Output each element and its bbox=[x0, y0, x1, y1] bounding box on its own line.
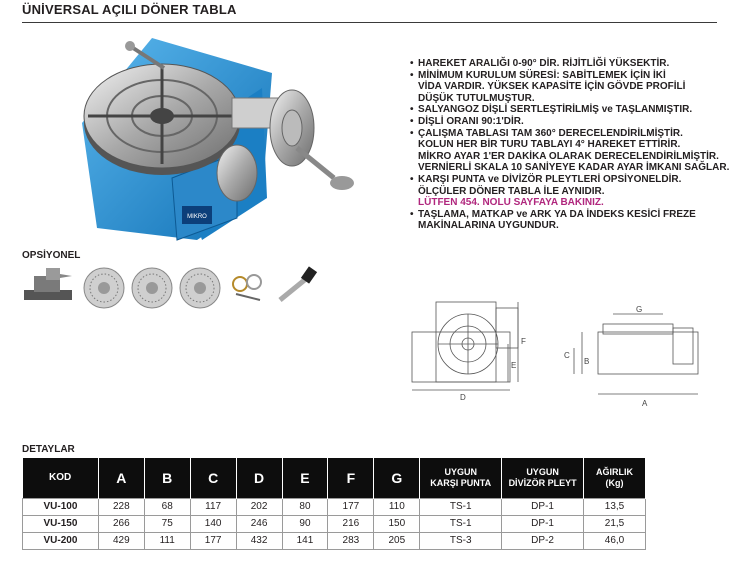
feature-item: • DİŞLİ ORANI 90:1'DİR. bbox=[410, 115, 524, 127]
cell-e: 141 bbox=[282, 532, 328, 549]
col-header-a: A bbox=[98, 458, 144, 498]
dim-label-b: B bbox=[584, 357, 590, 366]
col-header-d: D bbox=[236, 458, 282, 498]
feature-item: VİDA VARDIR. YÜKSEK KAPASİTE İÇİN GÖVDE PROFİLİ bbox=[418, 81, 686, 93]
divider-plate-image bbox=[84, 268, 124, 308]
dimension-drawing bbox=[398, 288, 728, 438]
title-divider bbox=[22, 22, 717, 23]
page-reference-link[interactable]: LÜTFEN 454. NOLU SAYFAYA BAKINIZ. bbox=[418, 197, 604, 209]
cell-f: 283 bbox=[328, 532, 374, 549]
cell-b: 75 bbox=[144, 515, 190, 532]
cell-kod: VU-100 bbox=[23, 498, 99, 515]
feature-item: VERNİERLİ SKALA 10 SANİYEYE KADAR AYAR İMKANI SAĞLAR. bbox=[418, 162, 730, 174]
col-header-g: G bbox=[374, 458, 420, 498]
feature-item: DÜŞÜK TUTULMUŞTUR. bbox=[418, 92, 535, 104]
cell-a: 429 bbox=[98, 532, 144, 549]
rotary-table-image bbox=[22, 28, 362, 250]
cell-agirlik: 46,0 bbox=[584, 532, 646, 549]
cell-divizor-pleyt: DP-1 bbox=[502, 498, 584, 515]
cell-c: 117 bbox=[190, 498, 236, 515]
cell-c: 140 bbox=[190, 515, 236, 532]
feature-item: • ÇALIŞMA TABLASI TAM 360° DERECELENDİRİLMİŞTİR. bbox=[410, 127, 683, 139]
feature-item: MAKİNALARINA UYGUNDUR. bbox=[418, 220, 559, 232]
feature-item: • HAREKET ARALIĞI 0-90° DİR. RİJİTLİĞİ YÜKSEKTİR. bbox=[410, 58, 670, 69]
feature-list bbox=[410, 58, 730, 232]
dim-label-e: E bbox=[511, 361, 517, 370]
feature-item: KOLUN HER BİR TURU TABLAYI 4° HAREKET ETTİRİR. bbox=[418, 139, 681, 151]
optional-accessories bbox=[22, 262, 322, 312]
cell-c: 177 bbox=[190, 532, 236, 549]
index-pin-image bbox=[280, 266, 317, 300]
dim-label-f: F bbox=[521, 337, 526, 346]
cell-f: 216 bbox=[328, 515, 374, 532]
cell-karsi-punta: TS-1 bbox=[420, 515, 502, 532]
col-header-karsi-punta: UYGUN KARŞI PUNTA bbox=[420, 458, 502, 498]
optional-section-label: OPSİYONEL bbox=[22, 250, 81, 261]
col-header-c: C bbox=[190, 458, 236, 498]
cell-a: 266 bbox=[98, 515, 144, 532]
dim-label-g: G bbox=[636, 305, 643, 314]
cell-d: 202 bbox=[236, 498, 282, 515]
table-header-row bbox=[23, 458, 646, 498]
specifications-table bbox=[22, 458, 646, 550]
cell-d: 246 bbox=[236, 515, 282, 532]
brand-logo: MIKRO bbox=[187, 214, 207, 220]
feature-item: • MİNİMUM KURULUM SÜRESİ: SABİTLEMEK İÇİN İKİ bbox=[410, 69, 666, 81]
cell-f: 177 bbox=[328, 498, 374, 515]
details-section-label: DETAYLAR bbox=[22, 444, 75, 455]
cell-a: 228 bbox=[98, 498, 144, 515]
dim-label-d: D bbox=[460, 393, 466, 402]
col-header-agirlik: AĞIRLIK (Kg) bbox=[584, 458, 646, 498]
col-header-f: F bbox=[328, 458, 374, 498]
cell-e: 90 bbox=[282, 515, 328, 532]
tailstock-image bbox=[24, 268, 72, 300]
col-header-divizor-pleyt: UYGUN DİVİZÖR PLEYT bbox=[502, 458, 584, 498]
cell-agirlik: 21,5 bbox=[584, 515, 646, 532]
cell-g: 150 bbox=[374, 515, 420, 532]
col-header-b: B bbox=[144, 458, 190, 498]
cell-karsi-punta: TS-1 bbox=[420, 498, 502, 515]
divider-plate-image bbox=[132, 268, 172, 308]
cell-b: 111 bbox=[144, 532, 190, 549]
feature-item: • KARŞI PUNTA ve DİVİZÖR PLEYTLERİ OPSİYONELDİR. bbox=[410, 173, 682, 185]
page-title: ÜNİVERSAL AÇILI DÖNER TABLA bbox=[22, 2, 237, 17]
cell-karsi-punta: TS-3 bbox=[420, 532, 502, 549]
feature-item: • SALYANGOZ DİŞLİ SERTLEŞTİRİLMİŞ ve TAŞLANMIŞTIR. bbox=[410, 104, 693, 116]
feature-item: ÖLÇÜLER DÖNER TABLA İLE AYNIDIR. bbox=[418, 185, 605, 197]
cell-g: 110 bbox=[374, 498, 420, 515]
sector-arms-image bbox=[233, 275, 261, 300]
col-header-kod: KOD bbox=[23, 458, 99, 498]
dim-label-a: A bbox=[642, 399, 648, 408]
table-row bbox=[23, 515, 646, 532]
cell-kod: VU-200 bbox=[23, 532, 99, 549]
cell-b: 68 bbox=[144, 498, 190, 515]
divider-plate-image bbox=[180, 268, 220, 308]
cell-divizor-pleyt: DP-2 bbox=[502, 532, 584, 549]
col-header-e: E bbox=[282, 458, 328, 498]
cell-agirlik: 13,5 bbox=[584, 498, 646, 515]
dim-label-c: C bbox=[564, 351, 570, 360]
cell-kod: VU-150 bbox=[23, 515, 99, 532]
cell-e: 80 bbox=[282, 498, 328, 515]
feature-item: MİKRO AYAR 1'ER DAKİKA OLARAK DERECELENDİRİLMİŞTİR. bbox=[418, 150, 719, 162]
cell-g: 205 bbox=[374, 532, 420, 549]
table-row bbox=[23, 532, 646, 549]
cell-d: 432 bbox=[236, 532, 282, 549]
cell-divizor-pleyt: DP-1 bbox=[502, 515, 584, 532]
feature-item: • TAŞLAMA, MATKAP ve ARK YA DA İNDEKS KESİCİ FREZE bbox=[410, 208, 696, 220]
table-row bbox=[23, 498, 646, 515]
